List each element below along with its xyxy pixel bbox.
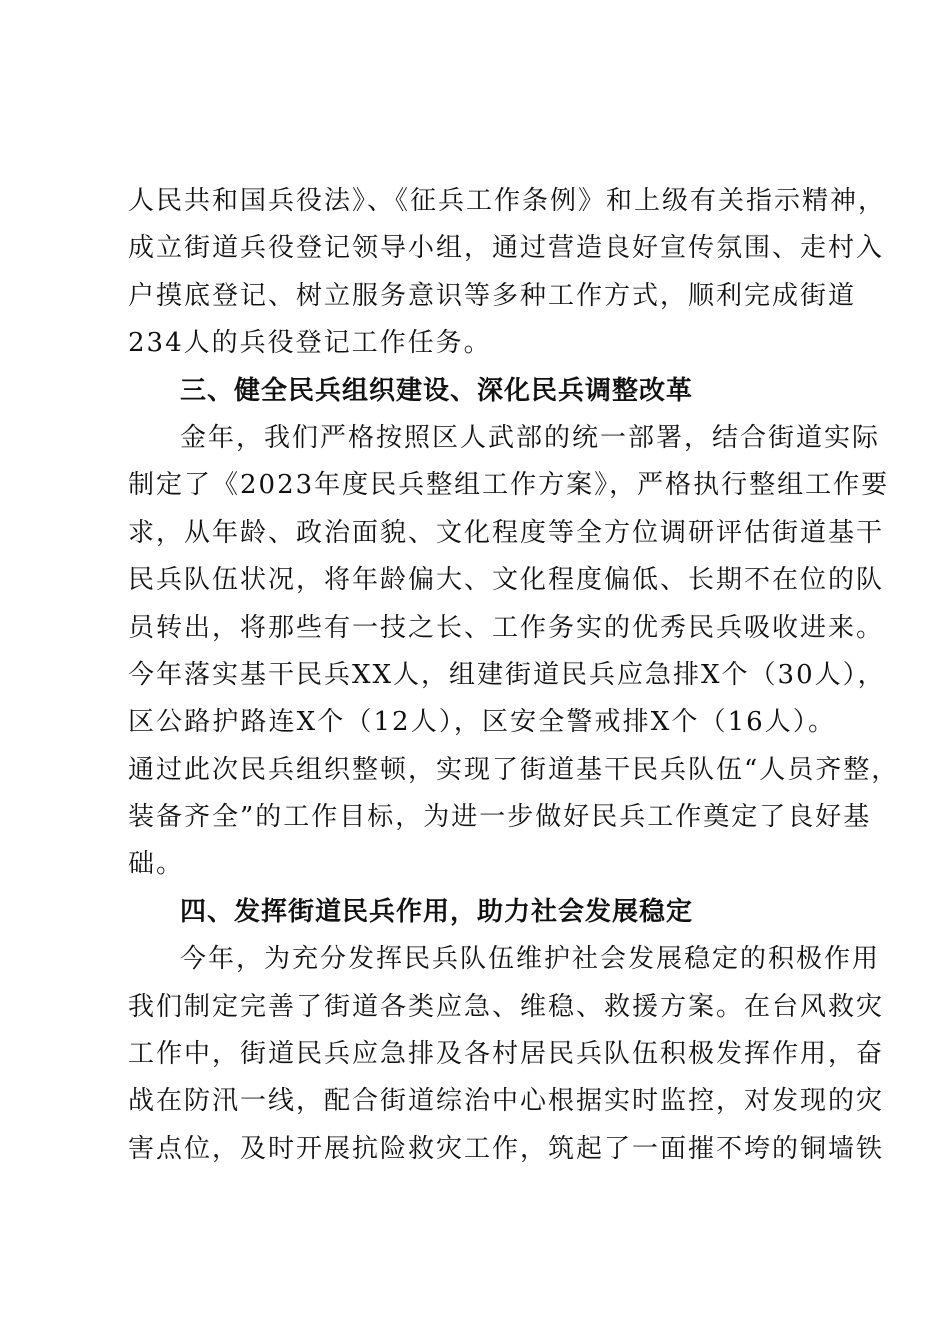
paragraph-militia-role	[128, 936, 885, 1173]
section-heading-4: 四、发挥街道民兵作用，助力社会发展稳定	[180, 896, 694, 927]
document-body	[128, 178, 900, 1173]
text-line: 成立街道兵役登记领导小组，通过营造良好宣传氛围、走村入	[128, 233, 885, 264]
text-line: 民兵队伍状况，将年龄偏大、文化程度偏低、长期不在位的队	[128, 565, 885, 596]
text-line: 工作中，街道民兵应急排及各村居民兵队伍积极发挥作用，奋	[128, 1039, 885, 1070]
paragraph-militia-organization	[128, 415, 900, 889]
text-line: 通过此次民兵组织整顿，实现了街道基干民兵队伍“人员齐整，	[128, 754, 900, 785]
text-line: 装备齐全”的工作目标，为进一步做好民兵工作奠定了良好基	[128, 802, 872, 833]
text-line: 234人的兵役登记工作任务。	[128, 328, 492, 359]
paragraph-conscription-registration	[128, 178, 887, 368]
section-heading-3: 三、健全民兵组织建设、深化民兵调整改革	[180, 375, 694, 406]
text-line: 求，从年龄、政治面貌、文化程度等全方位调研评估街道基干	[128, 517, 885, 548]
text-line: 我们制定完善了街道各类应急、维稳、救援方案。在台风救灾	[128, 991, 885, 1022]
text-line: 户摸底登记、树立服务意识等多种工作方式，顺利完成街道	[128, 280, 857, 311]
text-line: 员转出，将那些有一技之长、工作务实的优秀民兵吸收进来。	[128, 612, 885, 643]
text-line: 今年，为充分发挥民兵队伍维护社会发展稳定的积极作用	[180, 944, 881, 975]
text-line: 区公路护路连X个（12人），区安全警戒排X个（16人）。	[128, 707, 836, 738]
text-line: 金年，我们严格按照区人武部的统一部署，结合街道实际	[180, 422, 881, 453]
text-line: 人民共和国兵役法》、《征兵工作条例》和上级有关指示精神，	[128, 186, 887, 216]
text-line: 今年落实基干民兵XX人，组建街道民兵应急排X个（30人），	[128, 659, 886, 690]
text-line: 战在防汛一线，配合街道综治中心根据实时监控，对发现的灾	[128, 1086, 885, 1117]
text-line: 害点位，及时开展抗险救灾工作，筑起了一面摧不垮的铜墙铁	[128, 1133, 885, 1164]
text-line: 础。	[128, 849, 185, 880]
text-line: 制定了《2023年度民兵整组工作方案》，严格执行整组工作要	[128, 470, 890, 501]
